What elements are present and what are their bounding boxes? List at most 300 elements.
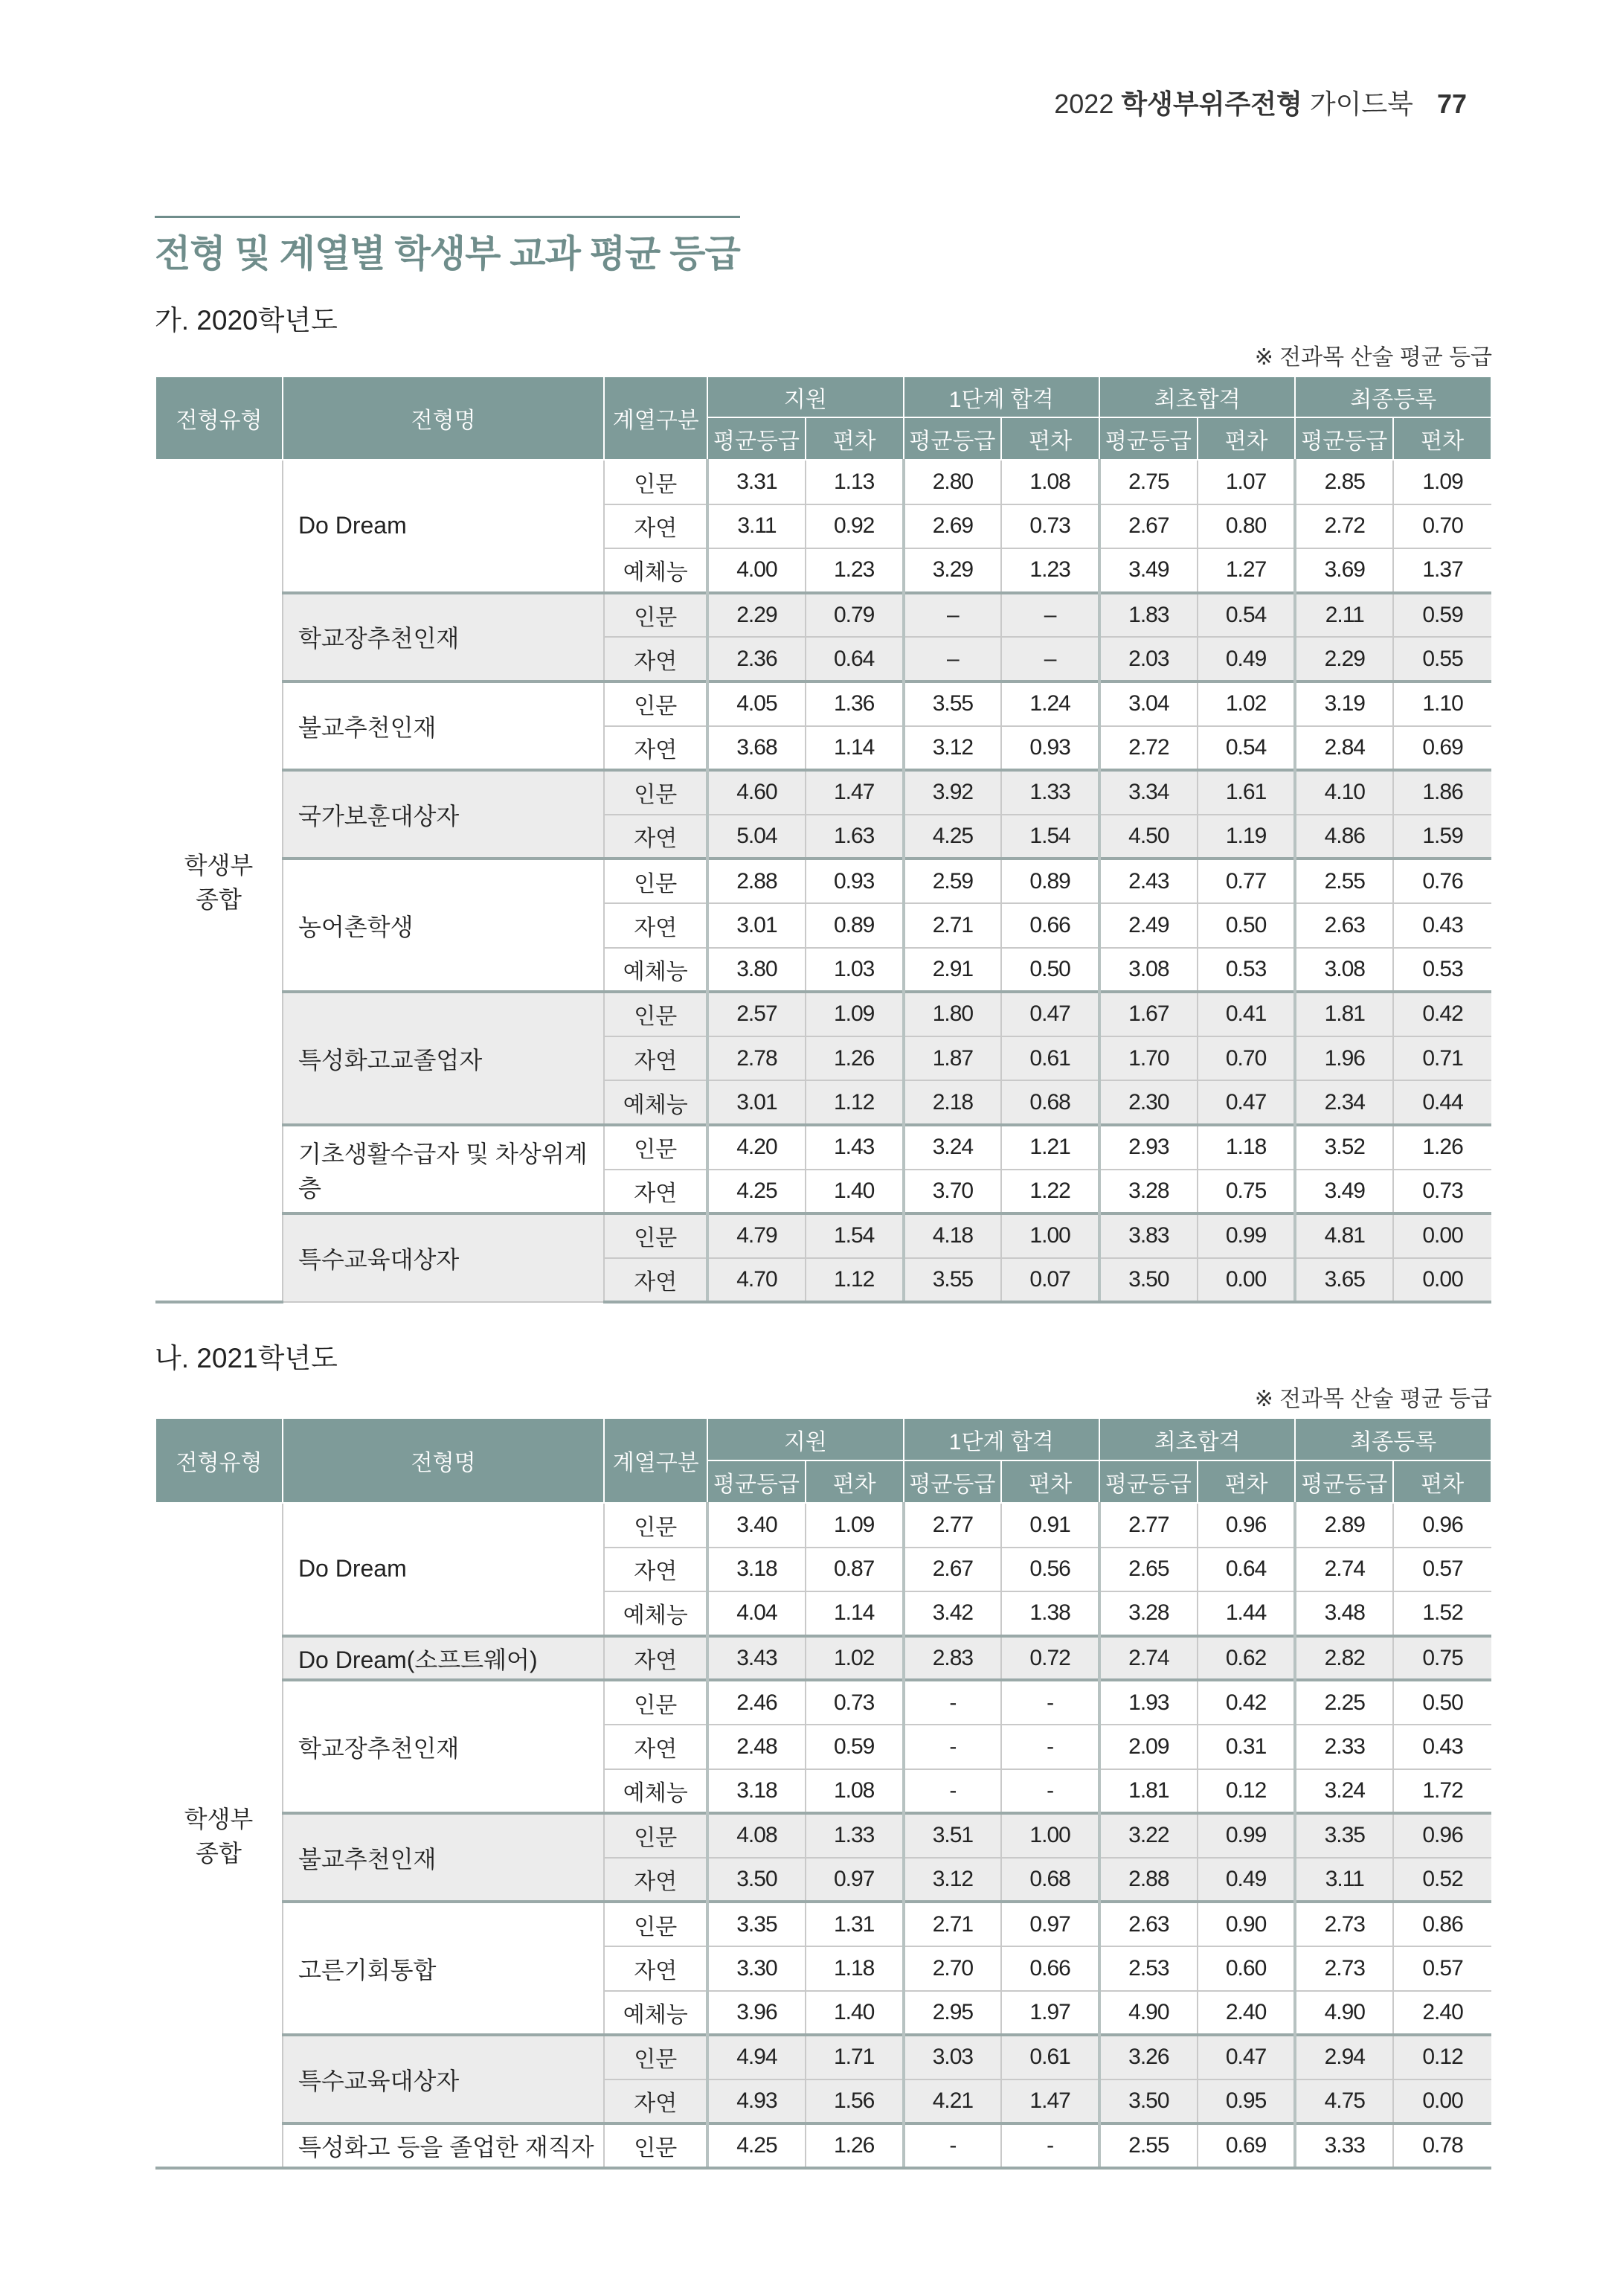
value-cell: 4.93 xyxy=(707,2079,806,2124)
value-cell: 1.08 xyxy=(1001,460,1099,504)
table-row xyxy=(155,682,1491,726)
table-row xyxy=(155,859,1491,903)
value-cell: 1.81 xyxy=(1099,1769,1198,1814)
value-cell: 0.43 xyxy=(1393,1725,1491,1769)
type-cell: 학생부 종합 xyxy=(155,460,283,1302)
value-cell: 0.00 xyxy=(1393,2079,1491,2124)
category-cell: 자연 xyxy=(604,1170,707,1214)
value-cell: 2.67 xyxy=(1099,504,1198,549)
value-cell: 4.94 xyxy=(707,2035,806,2079)
col-subheader-dev: 편차 xyxy=(1001,417,1099,460)
value-cell: 1.54 xyxy=(1001,815,1099,859)
program-name: 고른기회통합 xyxy=(283,1902,604,2035)
value-cell: 0.89 xyxy=(806,903,904,948)
value-cell: 0.97 xyxy=(1001,1902,1099,1946)
col-subheader-dev: 편차 xyxy=(806,1460,904,1503)
col-group-header: 1단계 합격 xyxy=(904,1418,1099,1460)
value-cell: 0.60 xyxy=(1198,1946,1296,1991)
value-cell: 1.70 xyxy=(1099,1036,1198,1081)
program-name: Do Dream xyxy=(283,460,604,593)
value-cell: 3.03 xyxy=(904,2035,1002,2079)
value-cell: 0.93 xyxy=(806,859,904,903)
category-cell: 인문 xyxy=(604,682,707,726)
value-cell: 5.04 xyxy=(707,815,806,859)
value-cell: 3.01 xyxy=(707,1080,806,1125)
table-row xyxy=(155,1680,1491,1725)
value-cell: 0.66 xyxy=(1001,903,1099,948)
grade-table-2020 xyxy=(155,376,1492,1303)
section-2020-title: 가. 2020학년도 xyxy=(155,305,338,336)
value-cell: 1.80 xyxy=(904,992,1002,1036)
value-cell: 3.50 xyxy=(707,1858,806,1902)
value-cell: 2.83 xyxy=(904,1636,1002,1681)
value-cell: 1.44 xyxy=(1198,1591,1296,1636)
value-cell: 1.24 xyxy=(1001,682,1099,726)
program-name: 기초생활수급자 및 차상위계층 xyxy=(283,1125,604,1213)
value-cell: 2.65 xyxy=(1099,1548,1198,1592)
category-cell: 자연 xyxy=(604,1725,707,1769)
value-cell: 0.59 xyxy=(806,1725,904,1769)
value-cell: 4.90 xyxy=(1099,1991,1198,2036)
value-cell: 1.40 xyxy=(806,1170,904,1214)
table-row xyxy=(155,593,1491,638)
value-cell: 2.57 xyxy=(707,992,806,1036)
category-cell: 자연 xyxy=(604,637,707,682)
value-cell: 0.95 xyxy=(1198,2079,1296,2124)
value-cell: 0.61 xyxy=(1001,2035,1099,2079)
value-cell: 3.24 xyxy=(1295,1769,1393,1814)
col-subheader-dev: 편차 xyxy=(1001,1460,1099,1503)
value-cell: 0.12 xyxy=(1393,2035,1491,2079)
value-cell: 2.49 xyxy=(1099,903,1198,948)
value-cell: 3.80 xyxy=(707,948,806,993)
col-header-type: 전형유형 xyxy=(155,1418,283,1503)
header-guide: 가이드북 xyxy=(1309,89,1413,119)
value-cell: 4.25 xyxy=(707,2123,806,2168)
col-header-name: 전형명 xyxy=(283,1418,604,1503)
value-cell: 4.21 xyxy=(904,2079,1002,2124)
value-cell: 0.89 xyxy=(1001,859,1099,903)
value-cell: 0.66 xyxy=(1001,1946,1099,1991)
value-cell: 2.59 xyxy=(904,859,1002,903)
value-cell: 0.73 xyxy=(1001,504,1099,549)
value-cell: 2.91 xyxy=(904,948,1002,993)
value-cell: 1.63 xyxy=(806,815,904,859)
category-cell: 자연 xyxy=(604,1946,707,1991)
value-cell: 1.71 xyxy=(806,2035,904,2079)
value-cell: 1.21 xyxy=(1001,1125,1099,1170)
value-cell: 0.70 xyxy=(1393,504,1491,549)
value-cell: 3.22 xyxy=(1099,1813,1198,1858)
value-cell: 1.18 xyxy=(806,1946,904,1991)
value-cell: 3.55 xyxy=(904,682,1002,726)
value-cell: 3.35 xyxy=(707,1902,806,1946)
value-cell: 0.99 xyxy=(1198,1813,1296,1858)
value-cell: 0.68 xyxy=(1001,1080,1099,1125)
value-cell: 2.95 xyxy=(904,1991,1002,2036)
value-cell: 0.57 xyxy=(1393,1548,1491,1592)
value-cell: 3.29 xyxy=(904,548,1002,593)
value-cell: 3.83 xyxy=(1099,1213,1198,1258)
col-group-header: 지원 xyxy=(707,376,903,417)
program-name: Do Dream(소프트웨어) xyxy=(283,1636,604,1681)
header-book: 학생부위주전형 xyxy=(1121,89,1302,119)
table-row xyxy=(155,1503,1491,1548)
value-cell: 0.49 xyxy=(1198,1858,1296,1902)
value-cell: 4.18 xyxy=(904,1213,1002,1258)
value-cell: 4.50 xyxy=(1099,815,1198,859)
value-cell: 0.86 xyxy=(1393,1902,1491,1946)
type-cell: 학생부 종합 xyxy=(155,1503,283,2168)
value-cell: 3.24 xyxy=(904,1125,1002,1170)
value-cell: 1.59 xyxy=(1393,815,1491,859)
value-cell: 1.03 xyxy=(806,948,904,993)
category-cell: 예체능 xyxy=(604,548,707,593)
section-2021-note: ※ 전과목 산술 평균 등급 xyxy=(1254,1387,1492,1411)
value-cell: 2.67 xyxy=(904,1548,1002,1592)
value-cell: 3.42 xyxy=(904,1591,1002,1636)
value-cell: 0.47 xyxy=(1198,2035,1296,2079)
category-cell: 자연 xyxy=(604,1036,707,1081)
value-cell: 2.70 xyxy=(904,1946,1002,1991)
value-cell: 1.40 xyxy=(806,1991,904,2036)
value-cell: 1.47 xyxy=(806,770,904,815)
category-cell: 인문 xyxy=(604,1125,707,1170)
value-cell: 3.11 xyxy=(1295,1858,1393,1902)
value-cell: 2.85 xyxy=(1295,460,1393,504)
value-cell: 1.93 xyxy=(1099,1680,1198,1725)
program-name: 특성화고 등을 졸업한 재직자 xyxy=(283,2123,604,2168)
value-cell: 2.63 xyxy=(1099,1902,1198,1946)
value-cell: 3.11 xyxy=(707,504,806,549)
value-cell: 2.11 xyxy=(1295,593,1393,638)
value-cell: 1.61 xyxy=(1198,770,1296,815)
value-cell: 2.55 xyxy=(1295,859,1393,903)
value-cell: 0.00 xyxy=(1198,1258,1296,1303)
value-cell: 2.30 xyxy=(1099,1080,1198,1125)
value-cell: 1.08 xyxy=(806,1769,904,1814)
value-cell: 0.41 xyxy=(1198,992,1296,1036)
category-cell: 인문 xyxy=(604,1503,707,1548)
category-cell: 예체능 xyxy=(604,1769,707,1814)
value-cell: 3.55 xyxy=(904,1258,1002,1303)
table-row xyxy=(155,1213,1491,1258)
value-cell: 2.73 xyxy=(1295,1946,1393,1991)
value-cell: 4.10 xyxy=(1295,770,1393,815)
category-cell: 인문 xyxy=(604,2035,707,2079)
value-cell: 1.23 xyxy=(806,548,904,593)
value-cell: 0.68 xyxy=(1001,1858,1099,1902)
value-cell: 3.96 xyxy=(707,1991,806,2036)
value-cell: 3.18 xyxy=(707,1769,806,1814)
value-cell: 2.88 xyxy=(707,859,806,903)
value-cell: 1.81 xyxy=(1295,992,1393,1036)
value-cell: 1.23 xyxy=(1001,548,1099,593)
col-group-header: 1단계 합격 xyxy=(904,376,1099,417)
value-cell: 1.22 xyxy=(1001,1170,1099,1214)
value-cell: 1.14 xyxy=(806,726,904,771)
value-cell: 0.31 xyxy=(1198,1725,1296,1769)
value-cell: 0.12 xyxy=(1198,1769,1296,1814)
col-subheader-dev: 편차 xyxy=(1393,417,1491,460)
value-cell: 3.70 xyxy=(904,1170,1002,1214)
value-cell: 1.33 xyxy=(1001,770,1099,815)
value-cell: 0.87 xyxy=(806,1548,904,1592)
value-cell: 1.87 xyxy=(904,1036,1002,1081)
value-cell: 0.70 xyxy=(1198,1036,1296,1081)
category-cell: 인문 xyxy=(604,859,707,903)
col-subheader-avg: 평균등급 xyxy=(1295,1460,1393,1503)
col-header-type: 전형유형 xyxy=(155,376,283,460)
value-cell: 0.78 xyxy=(1393,2123,1491,2168)
value-cell: 3.12 xyxy=(904,1858,1002,1902)
category-cell: 인문 xyxy=(604,1813,707,1858)
value-cell: 2.89 xyxy=(1295,1503,1393,1548)
value-cell: 0.61 xyxy=(1001,1036,1099,1081)
value-cell: 1.00 xyxy=(1001,1813,1099,1858)
value-cell: 2.77 xyxy=(1099,1503,1198,1548)
value-cell: 0.69 xyxy=(1393,726,1491,771)
value-cell: 0.73 xyxy=(1393,1170,1491,1214)
col-header-category: 계열구분 xyxy=(604,376,707,460)
table-row xyxy=(155,1813,1491,1858)
value-cell: 1.02 xyxy=(806,1636,904,1681)
value-cell: 1.00 xyxy=(1001,1213,1099,1258)
value-cell: 3.49 xyxy=(1295,1170,1393,1214)
value-cell: 2.48 xyxy=(707,1725,806,1769)
value-cell: – xyxy=(1001,593,1099,638)
table-row xyxy=(155,2123,1491,2168)
value-cell: 2.94 xyxy=(1295,2035,1393,2079)
header-year: 2022 xyxy=(1054,89,1114,119)
table-row xyxy=(155,1636,1491,1681)
col-subheader-avg: 평균등급 xyxy=(1099,1460,1198,1503)
value-cell: 2.72 xyxy=(1099,726,1198,771)
table-row xyxy=(155,2035,1491,2079)
value-cell: 4.86 xyxy=(1295,815,1393,859)
value-cell: 3.50 xyxy=(1099,2079,1198,2124)
col-subheader-avg: 평균등급 xyxy=(707,1460,806,1503)
category-cell: 예체능 xyxy=(604,1991,707,2036)
value-cell: 2.33 xyxy=(1295,1725,1393,1769)
value-cell: 0.50 xyxy=(1198,903,1296,948)
value-cell: - xyxy=(1001,1725,1099,1769)
value-cell: 2.25 xyxy=(1295,1680,1393,1725)
page-title: 전형 및 계열별 학생부 교과 평균 등급 xyxy=(155,216,740,282)
value-cell: 1.36 xyxy=(806,682,904,726)
value-cell: 0.52 xyxy=(1393,1858,1491,1902)
value-cell: 4.60 xyxy=(707,770,806,815)
section-2021-title: 나. 2021학년도 xyxy=(155,1343,338,1373)
col-subheader-dev: 편차 xyxy=(1198,1460,1296,1503)
category-cell: 자연 xyxy=(604,903,707,948)
value-cell: 0.69 xyxy=(1198,2123,1296,2168)
value-cell: 1.31 xyxy=(806,1902,904,1946)
value-cell: 0.90 xyxy=(1198,1902,1296,1946)
value-cell: 3.28 xyxy=(1099,1591,1198,1636)
program-name: 특수교육대상자 xyxy=(283,1213,604,1302)
value-cell: 3.52 xyxy=(1295,1125,1393,1170)
category-cell: 인문 xyxy=(604,992,707,1036)
program-name: 학교장추천인재 xyxy=(283,1680,604,1813)
value-cell: 2.82 xyxy=(1295,1636,1393,1681)
value-cell: 0.00 xyxy=(1393,1258,1491,1303)
category-cell: 자연 xyxy=(604,726,707,771)
table-row xyxy=(155,460,1491,504)
col-subheader-avg: 평균등급 xyxy=(1295,417,1393,460)
value-cell: 2.36 xyxy=(707,637,806,682)
value-cell: 2.18 xyxy=(904,1080,1002,1125)
value-cell: 3.28 xyxy=(1099,1170,1198,1214)
value-cell: 1.27 xyxy=(1198,548,1296,593)
value-cell: 2.77 xyxy=(904,1503,1002,1548)
program-name: 특수교육대상자 xyxy=(283,2035,604,2123)
value-cell: 0.96 xyxy=(1393,1503,1491,1548)
value-cell: 0.75 xyxy=(1198,1170,1296,1214)
value-cell: 4.81 xyxy=(1295,1213,1393,1258)
value-cell: 2.09 xyxy=(1099,1725,1198,1769)
value-cell: 0.99 xyxy=(1198,1213,1296,1258)
program-name: 불교추천인재 xyxy=(283,682,604,770)
value-cell: 1.43 xyxy=(806,1125,904,1170)
value-cell: 1.09 xyxy=(806,1503,904,1548)
value-cell: - xyxy=(904,1769,1002,1814)
category-cell: 인문 xyxy=(604,1680,707,1725)
value-cell: 3.68 xyxy=(707,726,806,771)
value-cell: 2.78 xyxy=(707,1036,806,1081)
value-cell: 0.44 xyxy=(1393,1080,1491,1125)
value-cell: – xyxy=(904,637,1002,682)
value-cell: 1.37 xyxy=(1393,548,1491,593)
col-subheader-avg: 평균등급 xyxy=(1099,417,1198,460)
col-header-category: 계열구분 xyxy=(604,1418,707,1503)
value-cell: - xyxy=(904,2123,1002,2168)
program-name: 학교장추천인재 xyxy=(283,593,604,682)
value-cell: 2.71 xyxy=(904,1902,1002,1946)
value-cell: 2.73 xyxy=(1295,1902,1393,1946)
table-row xyxy=(155,992,1491,1036)
value-cell: 0.62 xyxy=(1198,1636,1296,1681)
value-cell: 0.53 xyxy=(1198,948,1296,993)
value-cell: 2.53 xyxy=(1099,1946,1198,1991)
value-cell: 1.52 xyxy=(1393,1591,1491,1636)
value-cell: 3.48 xyxy=(1295,1591,1393,1636)
value-cell: 4.04 xyxy=(707,1591,806,1636)
value-cell: 2.46 xyxy=(707,1680,806,1725)
col-subheader-dev: 편차 xyxy=(1393,1460,1491,1503)
value-cell: 3.43 xyxy=(707,1636,806,1681)
value-cell: 0.91 xyxy=(1001,1503,1099,1548)
value-cell: 3.40 xyxy=(707,1503,806,1548)
value-cell: 4.79 xyxy=(707,1213,806,1258)
value-cell: 0.07 xyxy=(1001,1258,1099,1303)
value-cell: 1.97 xyxy=(1001,1991,1099,2036)
value-cell: 4.90 xyxy=(1295,1991,1393,2036)
value-cell: 3.49 xyxy=(1099,548,1198,593)
value-cell: - xyxy=(1001,2123,1099,2168)
value-cell: 4.70 xyxy=(707,1258,806,1303)
category-cell: 인문 xyxy=(604,2123,707,2168)
value-cell: 3.31 xyxy=(707,460,806,504)
col-group-header: 최초합격 xyxy=(1099,376,1295,417)
value-cell: 0.43 xyxy=(1393,903,1491,948)
value-cell: 3.33 xyxy=(1295,2123,1393,2168)
value-cell: 0.77 xyxy=(1198,859,1296,903)
value-cell: 0.50 xyxy=(1001,948,1099,993)
value-cell: 0.80 xyxy=(1198,504,1296,549)
value-cell: 2.29 xyxy=(707,593,806,638)
col-subheader-avg: 평균등급 xyxy=(904,417,1002,460)
col-group-header: 최종등록 xyxy=(1295,1418,1491,1460)
value-cell: 2.74 xyxy=(1099,1636,1198,1681)
value-cell: 2.84 xyxy=(1295,726,1393,771)
category-cell: 자연 xyxy=(604,1258,707,1303)
category-cell: 예체능 xyxy=(604,948,707,993)
value-cell: 2.93 xyxy=(1099,1125,1198,1170)
program-name: 불교추천인재 xyxy=(283,1813,604,1902)
value-cell: - xyxy=(1001,1680,1099,1725)
value-cell: 3.18 xyxy=(707,1548,806,1592)
value-cell: 3.19 xyxy=(1295,682,1393,726)
value-cell: 2.34 xyxy=(1295,1080,1393,1125)
value-cell: 2.71 xyxy=(904,903,1002,948)
value-cell: 1.26 xyxy=(806,2123,904,2168)
col-group-header: 최초합격 xyxy=(1099,1418,1295,1460)
value-cell: - xyxy=(904,1725,1002,1769)
value-cell: 1.19 xyxy=(1198,815,1296,859)
value-cell: 1.54 xyxy=(806,1213,904,1258)
col-group-header: 최종등록 xyxy=(1295,376,1491,417)
header-row-1 xyxy=(155,376,1491,417)
value-cell: 1.72 xyxy=(1393,1769,1491,1814)
value-cell: 1.83 xyxy=(1099,593,1198,638)
value-cell: 1.14 xyxy=(806,1591,904,1636)
value-cell: 2.40 xyxy=(1393,1991,1491,2036)
value-cell: 0.75 xyxy=(1393,1636,1491,1681)
value-cell: 0.71 xyxy=(1393,1036,1491,1081)
value-cell: 0.72 xyxy=(1001,1636,1099,1681)
value-cell: 0.50 xyxy=(1393,1680,1491,1725)
value-cell: 2.80 xyxy=(904,460,1002,504)
value-cell: 1.10 xyxy=(1393,682,1491,726)
value-cell: 0.54 xyxy=(1198,726,1296,771)
value-cell: 4.08 xyxy=(707,1813,806,1858)
category-cell: 자연 xyxy=(604,1858,707,1902)
value-cell: 4.25 xyxy=(904,815,1002,859)
category-cell: 인문 xyxy=(604,1902,707,1946)
value-cell: 3.12 xyxy=(904,726,1002,771)
value-cell: 0.64 xyxy=(806,637,904,682)
program-name: Do Dream xyxy=(283,1503,604,1636)
value-cell: 2.69 xyxy=(904,504,1002,549)
page-header xyxy=(1054,83,1467,121)
category-cell: 인문 xyxy=(604,770,707,815)
value-cell: 2.29 xyxy=(1295,637,1393,682)
category-cell: 자연 xyxy=(604,504,707,549)
value-cell: 3.08 xyxy=(1295,948,1393,993)
col-group-header: 지원 xyxy=(707,1418,903,1460)
value-cell: 2.40 xyxy=(1198,1991,1296,2036)
category-cell: 인문 xyxy=(604,593,707,638)
value-cell: – xyxy=(1001,637,1099,682)
program-name: 국가보훈대상자 xyxy=(283,770,604,859)
value-cell: 0.73 xyxy=(806,1680,904,1725)
value-cell: 1.12 xyxy=(806,1080,904,1125)
value-cell: 1.12 xyxy=(806,1258,904,1303)
value-cell: 1.33 xyxy=(806,1813,904,1858)
category-cell: 자연 xyxy=(604,1548,707,1592)
value-cell: 3.65 xyxy=(1295,1258,1393,1303)
